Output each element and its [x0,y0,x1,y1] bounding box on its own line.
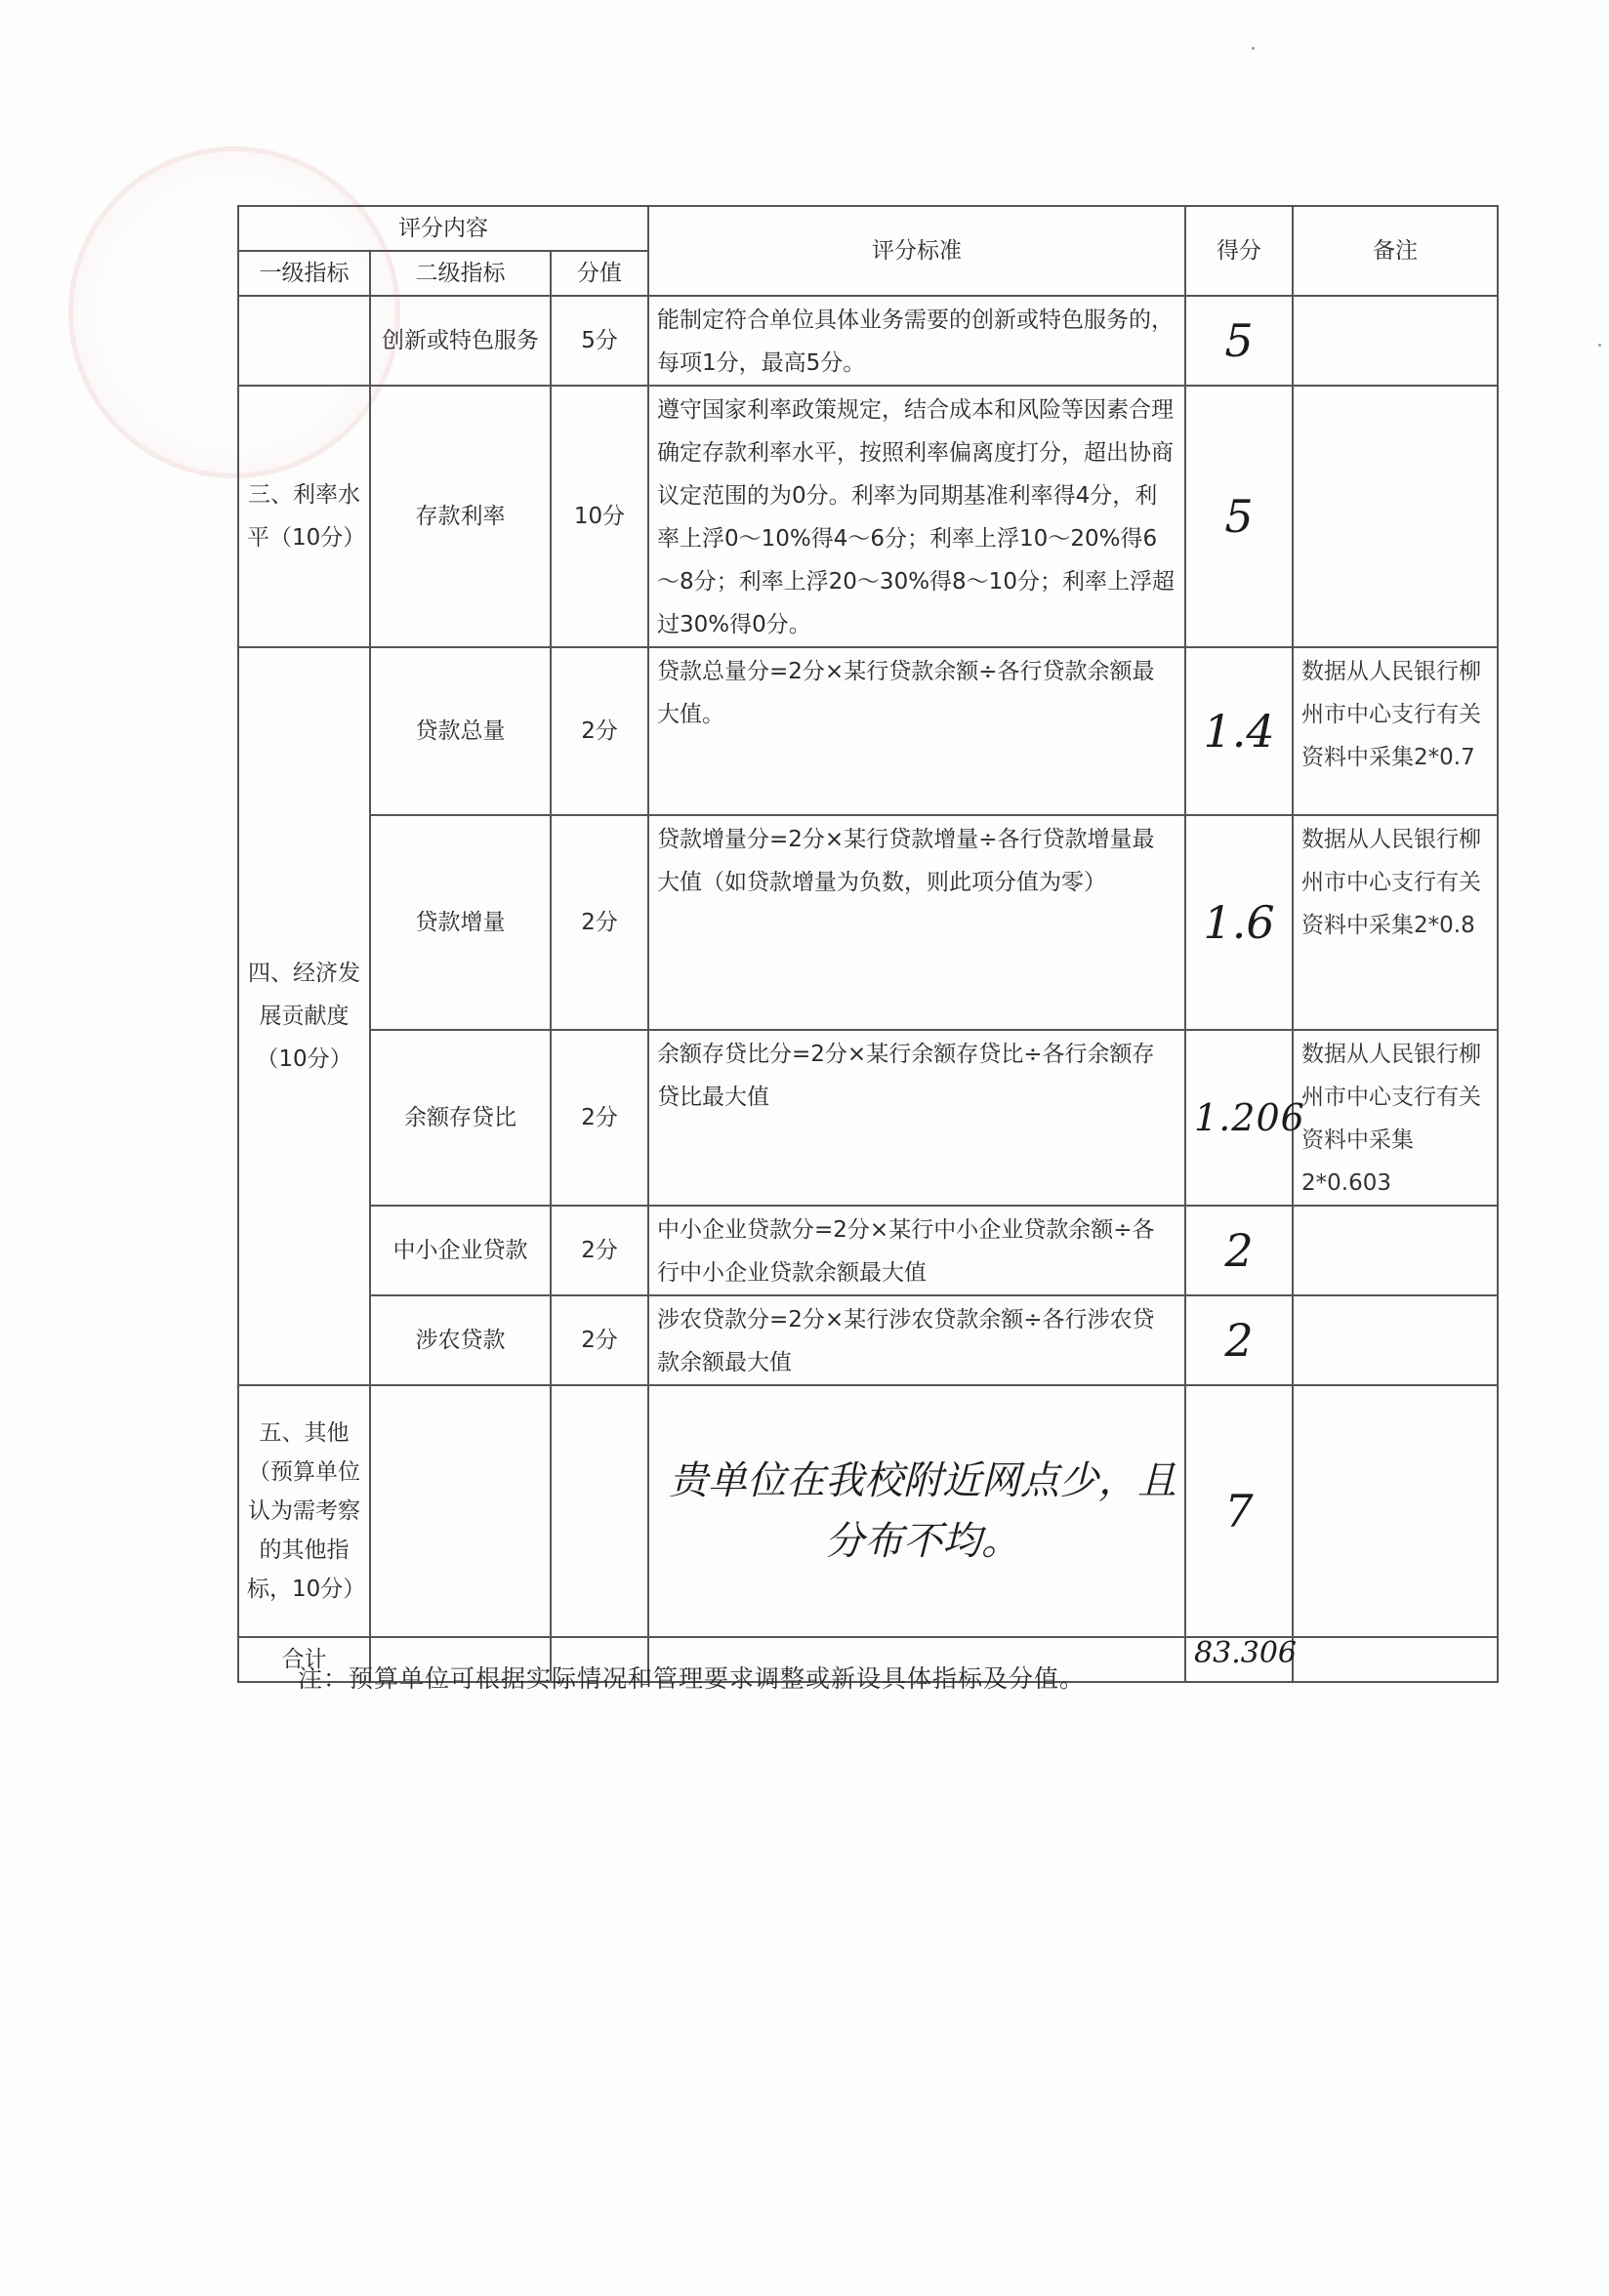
level2-cell: 贷款增量 [370,815,551,1030]
total-label: 合计 [238,1637,370,1682]
points-cell: 2分 [551,1295,648,1385]
table-row [238,647,1498,815]
level2-cell: 创新或特色服务 [370,296,551,386]
level2-cell: 贷款总量 [370,647,551,815]
header-standard: 评分标准 [648,206,1185,296]
points-cell: 2分 [551,647,648,815]
remark-cell: 数据从人民银行柳州市中心支行有关资料中采集2*0.8 [1293,815,1498,1030]
scoring-table [237,205,1499,1683]
header-level1: 一级指标 [238,251,370,296]
table-row [238,296,1498,386]
points-cell [551,1385,648,1637]
standard-cell: 中小企业贷款分=2分×某行中小企业贷款余额÷各行中小企业贷款余额最大值 [648,1206,1185,1295]
remark-cell [1293,296,1498,386]
points-cell: 2分 [551,815,648,1030]
score-cell: 5 [1185,296,1293,386]
standard-cell: 涉农贷款分=2分×某行涉农贷款余额÷各行涉农贷款余额最大值 [648,1295,1185,1385]
level1-cell: 三、利率水平（10分） [238,386,370,647]
header-row-1 [238,206,1498,251]
footnote: 注：预算单位可根据实际情况和管理要求调整或新设具体指标及分值。 [298,1664,1086,1693]
standard-cell: 余额存贷比分=2分×某行余额存贷比÷各行余额存贷比最大值 [648,1030,1185,1206]
level2-cell: 中小企业贷款 [370,1206,551,1295]
score-cell: 1.6 [1185,815,1293,1030]
table-row [238,815,1498,1030]
score-cell: 5 [1185,386,1293,647]
level1-cell [238,296,370,386]
standard-cell: 遵守国家利率政策规定，结合成本和风险等因素合理确定存款利率水平，按照利率偏离度打分，超出协商议定范围的为0分。利率为同期基准利率得4分，利率上浮0～10%得4～6分；利率上浮10～20%得6～8分；利率上浮20～30%得8～10分；利率上浮超过30%得0分。 [648,386,1185,647]
score-cell: 2 [1185,1206,1293,1295]
score-cell: 1.206 [1185,1030,1293,1206]
level1-cell: 五、其他（预算单位认为需考察的其他指标，10分） [238,1385,370,1637]
level1-cell: 四、经济发展贡献度（10分） [238,647,370,1385]
header-score: 得分 [1185,206,1293,296]
remark-cell [1293,1206,1498,1295]
remark-cell [1293,1295,1498,1385]
table-row [238,386,1498,647]
header-scoring-content: 评分内容 [238,206,648,251]
table-row [238,1030,1498,1206]
table-row [238,1385,1498,1637]
score-cell: 7 [1185,1385,1293,1637]
remark-cell [1293,1385,1498,1637]
score-cell: 1.4 [1185,647,1293,815]
handwritten-comment: 贵单位在我校附近网点少，且分布不均。 [648,1385,1185,1637]
standard-cell: 贷款总量分=2分×某行贷款余额÷各行贷款余额最大值。 [648,647,1185,815]
table-row [238,1206,1498,1295]
header-level2: 二级指标 [370,251,551,296]
scan-speck [1598,344,1601,347]
level2-cell: 存款利率 [370,386,551,647]
scan-speck [1252,47,1255,50]
total-empty [1293,1637,1498,1682]
table-row [238,1295,1498,1385]
score-cell: 2 [1185,1295,1293,1385]
points-cell: 5分 [551,296,648,386]
remark-cell [1293,386,1498,647]
standard-cell: 贷款增量分=2分×某行贷款增量÷各行贷款增量最大值（如贷款增量为负数，则此项分值为零） [648,815,1185,1030]
points-cell: 10分 [551,386,648,647]
total-score: 83.306 [1185,1637,1293,1682]
level2-cell: 涉农贷款 [370,1295,551,1385]
remark-cell: 数据从人民银行柳州市中心支行有关资料中采集2*0.7 [1293,647,1498,815]
points-cell: 2分 [551,1206,648,1295]
level2-cell [370,1385,551,1637]
remark-cell: 数据从人民银行柳州市中心支行有关资料中采集2*0.603 [1293,1030,1498,1206]
points-cell: 2分 [551,1030,648,1206]
level2-cell: 余额存贷比 [370,1030,551,1206]
header-points: 分值 [551,251,648,296]
standard-cell: 能制定符合单位具体业务需要的创新或特色服务的，每项1分，最高5分。 [648,296,1185,386]
header-remark: 备注 [1293,206,1498,296]
